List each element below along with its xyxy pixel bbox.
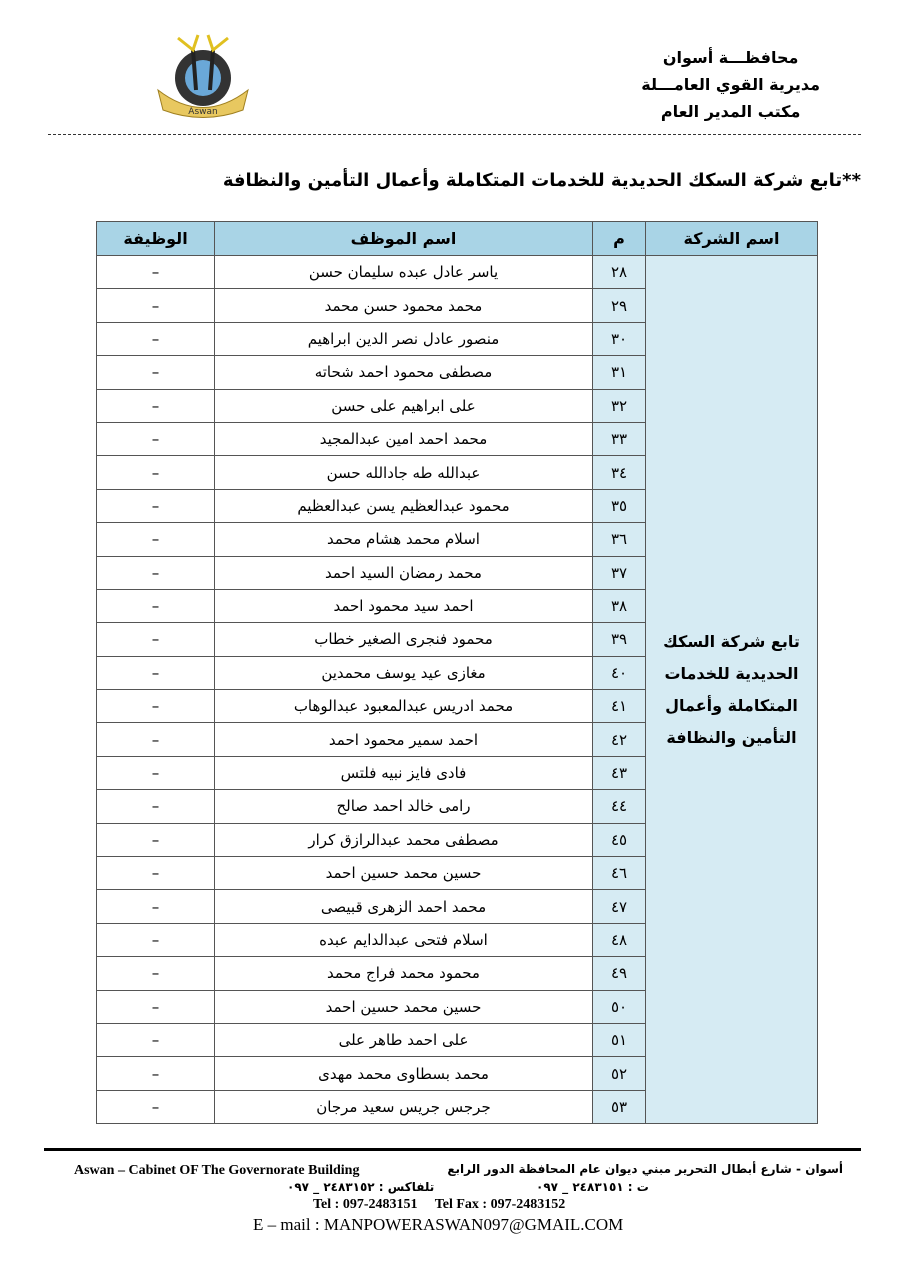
employee-name: عبدالله طه جادالله حسن bbox=[215, 456, 593, 489]
job-title: – bbox=[97, 957, 215, 990]
table-row bbox=[97, 256, 818, 289]
employee-name: مغازى عيد يوسف محمدين bbox=[215, 656, 593, 689]
footer-tel-ar: ت : ٢٤٨٣١٥١ _ ٠٩٧ bbox=[536, 1180, 649, 1194]
job-title: – bbox=[97, 990, 215, 1023]
row-number: ٤٨ bbox=[593, 923, 646, 956]
job-title: – bbox=[97, 756, 215, 789]
employee-name: محمود محمد فراج محمد bbox=[215, 957, 593, 990]
row-number: ٤٥ bbox=[593, 823, 646, 856]
footer-tel-en: Tel : 097-2483151 Tel Fax : 097-2483152 bbox=[313, 1197, 566, 1212]
row-number: ٣٩ bbox=[593, 623, 646, 656]
employee-name: محمد احمد الزهرى قبيصى bbox=[215, 890, 593, 923]
footer-email: E – mail : MANPOWERASWAN097@GMAIL.COM bbox=[253, 1215, 624, 1234]
employee-name: على ابراهيم على حسن bbox=[215, 389, 593, 422]
job-title: – bbox=[97, 289, 215, 322]
row-number: ٢٨ bbox=[593, 256, 646, 289]
footer-fax-ar: تلفاكس : ٢٤٨٣١٥٢ _ ٠٩٧ bbox=[287, 1180, 435, 1194]
employee-name: محمد احمد امين عبدالمجيد bbox=[215, 422, 593, 455]
employee-name: محمود فنجرى الصغير خطاب bbox=[215, 623, 593, 656]
employee-name: احمد سيد محمود احمد bbox=[215, 589, 593, 622]
row-number: ٥٢ bbox=[593, 1057, 646, 1090]
job-title: – bbox=[97, 857, 215, 890]
employee-name: منصور عادل نصر الدين ابراهيم bbox=[215, 322, 593, 355]
row-number: ٣٢ bbox=[593, 389, 646, 422]
employee-name: محمد محمود حسن محمد bbox=[215, 289, 593, 322]
row-number: ٤٠ bbox=[593, 656, 646, 689]
job-title: – bbox=[97, 823, 215, 856]
aswan-logo bbox=[148, 30, 258, 118]
employee-name: محمد ادريس عبدالمعبود عبدالوهاب bbox=[215, 690, 593, 723]
employee-name: محمد رمضان السيد احمد bbox=[215, 556, 593, 589]
job-title: – bbox=[97, 356, 215, 389]
employee-name: حسين محمد حسين احمد bbox=[215, 857, 593, 890]
row-number: ٤٢ bbox=[593, 723, 646, 756]
row-number: ٤٤ bbox=[593, 790, 646, 823]
row-number: ٥١ bbox=[593, 1023, 646, 1056]
employee-name: اسلام فتحى عبدالدايم عبده bbox=[215, 923, 593, 956]
job-title: – bbox=[97, 256, 215, 289]
footer-address-en: Aswan – Cabinet OF The Governorate Building bbox=[74, 1163, 360, 1178]
office-name: مكتب المدير العام bbox=[660, 102, 801, 121]
row-number: ٢٩ bbox=[593, 289, 646, 322]
job-title: – bbox=[97, 723, 215, 756]
row-number: ٣٨ bbox=[593, 589, 646, 622]
job-title: – bbox=[97, 690, 215, 723]
footer-divider bbox=[44, 1148, 861, 1151]
table-header-row bbox=[97, 222, 818, 256]
employee-name: محمد بسطاوى محمد مهدى bbox=[215, 1057, 593, 1090]
job-title: – bbox=[97, 523, 215, 556]
employee-name: ياسر عادل عبده سليمان حسن bbox=[215, 256, 593, 289]
row-number: ٣٣ bbox=[593, 422, 646, 455]
job-title: – bbox=[97, 556, 215, 589]
row-number: ٤٧ bbox=[593, 890, 646, 923]
header-company: اسم الشركة bbox=[646, 222, 818, 256]
employee-name: مصطفى محمود احمد شحاته bbox=[215, 356, 593, 389]
row-number: ٥٠ bbox=[593, 990, 646, 1023]
footer-address-ar: أسوان - شارع أبطال التحرير مبني ديوان عام المحافظة الدور الرابع bbox=[447, 1162, 843, 1176]
employee-name: فادى فايز نبيه فلتس bbox=[215, 756, 593, 789]
employee-name: رامى خالد احمد صالح bbox=[215, 790, 593, 823]
employee-name: محمود عبدالعظيم يسن عبدالعظيم bbox=[215, 489, 593, 522]
row-number: ٣١ bbox=[593, 356, 646, 389]
job-title: – bbox=[97, 923, 215, 956]
row-number: ٣٤ bbox=[593, 456, 646, 489]
row-number: ٤١ bbox=[593, 690, 646, 723]
svg-text:Aswan: Aswan bbox=[188, 107, 218, 117]
job-title: – bbox=[97, 1057, 215, 1090]
row-number: ٤٩ bbox=[593, 957, 646, 990]
employee-name: حسين محمد حسين احمد bbox=[215, 990, 593, 1023]
job-title: – bbox=[97, 1023, 215, 1056]
row-number: ٣٧ bbox=[593, 556, 646, 589]
job-title: – bbox=[97, 489, 215, 522]
job-title: – bbox=[97, 890, 215, 923]
header-num: م bbox=[593, 222, 646, 256]
row-number: ٣٥ bbox=[593, 489, 646, 522]
job-title: – bbox=[97, 422, 215, 455]
job-title: – bbox=[97, 656, 215, 689]
employee-table bbox=[96, 221, 818, 1124]
governorate-name: محافظـــة أسوان bbox=[662, 48, 799, 67]
document-title: **تابع شركة السكك الحديدية للخدمات المتكاملة وأعمال التأمين والنظافة bbox=[222, 170, 861, 191]
job-title: – bbox=[97, 623, 215, 656]
job-title: – bbox=[97, 322, 215, 355]
row-number: ٣٠ bbox=[593, 322, 646, 355]
header-divider bbox=[48, 134, 861, 135]
row-number: ٣٦ bbox=[593, 523, 646, 556]
job-title: – bbox=[97, 1090, 215, 1123]
row-number: ٤٦ bbox=[593, 857, 646, 890]
job-title: – bbox=[97, 456, 215, 489]
employee-name: مصطفى محمد عبدالرازق كرار bbox=[215, 823, 593, 856]
employee-name: على احمد طاهر على bbox=[215, 1023, 593, 1056]
employee-name: جرجس جريس سعيد مرجان bbox=[215, 1090, 593, 1123]
header-name: اسم الموظف bbox=[215, 222, 593, 256]
employee-name: اسلام محمد هشام محمد bbox=[215, 523, 593, 556]
employee-name: احمد سمير محمود احمد bbox=[215, 723, 593, 756]
directorate-name: مديرية القوي العامـــلة bbox=[641, 75, 820, 94]
row-number: ٥٣ bbox=[593, 1090, 646, 1123]
header-block bbox=[641, 44, 820, 125]
company-cell: تابع شركة السكك الحديدية للخدمات المتكاملة وأعمال التأمين والنظافة bbox=[646, 256, 818, 1124]
job-title: – bbox=[97, 389, 215, 422]
job-title: – bbox=[97, 589, 215, 622]
job-title: – bbox=[97, 790, 215, 823]
row-number: ٤٣ bbox=[593, 756, 646, 789]
header-job: الوظيفة bbox=[97, 222, 215, 256]
